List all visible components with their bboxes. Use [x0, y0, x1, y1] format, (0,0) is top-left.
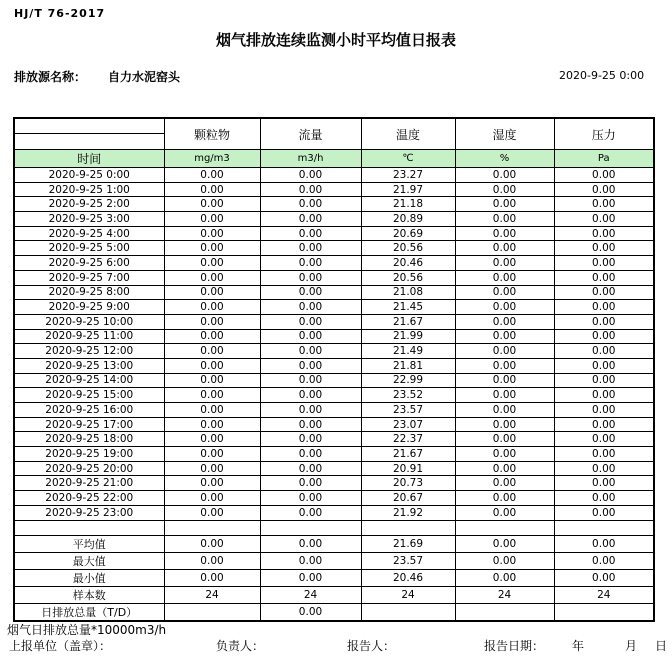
- signature-line: [0, 637, 672, 653]
- value-cell: 0.00: [554, 461, 654, 476]
- value-cell: 0.00: [260, 491, 361, 506]
- time-cell: 2020-9-25 15:00: [14, 388, 164, 403]
- value-cell: 0.00: [455, 344, 554, 359]
- table-row: [14, 552, 654, 569]
- value-cell: 0.00: [260, 505, 361, 520]
- value-cell: 20.69: [361, 226, 455, 241]
- value-cell: 0.00: [260, 552, 361, 569]
- value-cell: 0.00: [554, 552, 654, 569]
- value-cell: 0.00: [455, 212, 554, 227]
- day-label: 日: [655, 639, 668, 653]
- time-cell: 2020-9-25 13:00: [14, 358, 164, 373]
- value-cell: 0.00: [554, 417, 654, 432]
- table-row: [14, 285, 654, 300]
- table-row: [14, 212, 654, 227]
- summary-label-cell: 最大值: [14, 552, 164, 569]
- table-row: [14, 314, 654, 329]
- value-cell: 0.00: [554, 505, 654, 520]
- value-cell: 0.00: [164, 300, 260, 315]
- value-cell: 0.00: [260, 256, 361, 271]
- value-cell: 23.52: [361, 388, 455, 403]
- value-cell: 21.49: [361, 344, 455, 359]
- value-cell: 0.00: [164, 256, 260, 271]
- value-cell: 21.69: [361, 535, 455, 552]
- pollutant-header-row: [14, 118, 654, 150]
- value-cell: 0.00: [164, 226, 260, 241]
- value-cell: 0.00: [260, 603, 361, 621]
- month-label: 月: [625, 639, 638, 653]
- value-cell: 0.00: [554, 569, 654, 586]
- table-row: [14, 388, 654, 403]
- value-cell: 0.00: [260, 447, 361, 462]
- value-cell: 0.00: [455, 285, 554, 300]
- value-cell: 0.00: [554, 182, 654, 197]
- value-cell: 0.00: [260, 226, 361, 241]
- source-line: [14, 68, 180, 85]
- value-cell: 0.00: [455, 535, 554, 552]
- value-cell: 0.00: [164, 285, 260, 300]
- unit-cell-temperature: ℃: [361, 150, 455, 168]
- value-cell: 23.57: [361, 552, 455, 569]
- time-cell: 2020-9-25 12:00: [14, 344, 164, 359]
- value-cell: 0.00: [260, 300, 361, 315]
- value-cell: 24: [455, 586, 554, 603]
- gap-section: [14, 520, 654, 535]
- source-name-label: 排放源名称：: [14, 70, 87, 84]
- value-cell: 0.00: [455, 256, 554, 271]
- value-cell: 20.89: [361, 212, 455, 227]
- value-cell: 0.00: [164, 491, 260, 506]
- time-cell: 2020-9-25 20:00: [14, 461, 164, 476]
- unit-cell-pressure: Pa: [554, 150, 654, 168]
- value-cell: 0.00: [554, 447, 654, 462]
- value-cell: 0.00: [554, 344, 654, 359]
- value-cell: 0.00: [260, 373, 361, 388]
- value-cell: 24: [164, 586, 260, 603]
- value-cell: 0.00: [164, 552, 260, 569]
- value-cell: 23.07: [361, 417, 455, 432]
- value-cell: 0.00: [260, 417, 361, 432]
- value-cell: 0.00: [260, 241, 361, 256]
- value-cell: 0.00: [455, 300, 554, 315]
- value-cell: 0.00: [554, 168, 654, 183]
- time-cell: 2020-9-25 0:00: [14, 168, 164, 183]
- time-cell: 2020-9-25 2:00: [14, 197, 164, 212]
- value-cell: 0.00: [455, 505, 554, 520]
- value-cell: 0.00: [164, 212, 260, 227]
- value-cell: 0.00: [164, 403, 260, 418]
- column-header-pressure: 压力: [554, 118, 654, 150]
- corner-cell-bottom: [15, 134, 164, 149]
- value-cell: 0.00: [455, 552, 554, 569]
- value-cell: 0.00: [260, 461, 361, 476]
- value-cell: 0.00: [554, 285, 654, 300]
- value-cell: 0.00: [554, 300, 654, 315]
- table-row: [14, 461, 654, 476]
- column-header-flow: 流量: [260, 118, 361, 150]
- corner-cell: [14, 118, 164, 150]
- table-row: [14, 241, 654, 256]
- value-cell: 21.99: [361, 329, 455, 344]
- table-row: [14, 603, 654, 621]
- time-cell: 2020-9-25 14:00: [14, 373, 164, 388]
- value-cell: 0.00: [164, 432, 260, 447]
- table-row: [14, 226, 654, 241]
- time-cell: 2020-9-25 17:00: [14, 417, 164, 432]
- value-cell: 0.00: [164, 476, 260, 491]
- value-cell: 0.00: [260, 285, 361, 300]
- time-cell: 2020-9-25 16:00: [14, 403, 164, 418]
- value-cell: 0.00: [455, 432, 554, 447]
- value-cell: 0.00: [554, 358, 654, 373]
- blank-spacer-row: [14, 520, 654, 535]
- time-cell: 2020-9-25 8:00: [14, 285, 164, 300]
- table-row: [14, 403, 654, 418]
- value-cell: 0.00: [455, 476, 554, 491]
- value-cell: 20.73: [361, 476, 455, 491]
- value-cell: 0.00: [260, 182, 361, 197]
- corner-cell-top: [15, 119, 164, 134]
- value-cell: 0.00: [164, 447, 260, 462]
- time-cell: 2020-9-25 18:00: [14, 432, 164, 447]
- hour-rows: [14, 168, 654, 521]
- blank-cell: [164, 520, 260, 535]
- value-cell: 23.27: [361, 168, 455, 183]
- value-cell: 0.00: [164, 182, 260, 197]
- value-cell: 0.00: [554, 329, 654, 344]
- value-cell: 20.56: [361, 241, 455, 256]
- value-cell: 0.00: [455, 417, 554, 432]
- value-cell: 21.67: [361, 314, 455, 329]
- value-cell: 0.00: [260, 329, 361, 344]
- time-cell: 2020-9-25 19:00: [14, 447, 164, 462]
- table-row: [14, 505, 654, 520]
- value-cell: 0.00: [455, 226, 554, 241]
- table-row: [14, 373, 654, 388]
- report-date-label: 报告日期：: [484, 639, 545, 653]
- value-cell: 0.00: [554, 270, 654, 285]
- value-cell: 20.46: [361, 569, 455, 586]
- time-cell: 2020-9-25 4:00: [14, 226, 164, 241]
- value-cell: 0.00: [455, 358, 554, 373]
- value-cell: 0.00: [164, 314, 260, 329]
- value-cell: 0.00: [260, 388, 361, 403]
- time-cell: 2020-9-25 9:00: [14, 300, 164, 315]
- value-cell: 0.00: [260, 403, 361, 418]
- table-row: [14, 447, 654, 462]
- time-cell: 2020-9-25 21:00: [14, 476, 164, 491]
- value-cell: 0.00: [260, 476, 361, 491]
- table-row: [14, 569, 654, 586]
- value-cell: [455, 603, 554, 621]
- value-cell: 0.00: [554, 403, 654, 418]
- value-cell: 0.00: [455, 314, 554, 329]
- blank-cell: [455, 520, 554, 535]
- value-cell: 0.00: [164, 505, 260, 520]
- value-cell: 0.00: [455, 569, 554, 586]
- summary-rows: [14, 535, 654, 621]
- value-cell: 0.00: [455, 388, 554, 403]
- reporting-unit-label: 上报单位（盖章）：: [9, 639, 112, 653]
- table-header: [14, 118, 654, 168]
- value-cell: 23.57: [361, 403, 455, 418]
- value-cell: 20.56: [361, 270, 455, 285]
- time-cell: 2020-9-25 7:00: [14, 270, 164, 285]
- value-cell: [554, 603, 654, 621]
- value-cell: 0.00: [164, 358, 260, 373]
- value-cell: 24: [361, 586, 455, 603]
- report-datetime: 2020-9-25 0:00: [559, 69, 645, 82]
- value-cell: 0.00: [164, 388, 260, 403]
- monitoring-table: [13, 117, 655, 622]
- value-cell: 0.00: [455, 182, 554, 197]
- value-cell: 0.00: [554, 373, 654, 388]
- time-cell: 2020-9-25 23:00: [14, 505, 164, 520]
- value-cell: 0.00: [554, 491, 654, 506]
- value-cell: 0.00: [164, 270, 260, 285]
- value-cell: 21.67: [361, 447, 455, 462]
- value-cell: 22.99: [361, 373, 455, 388]
- value-cell: 0.00: [260, 344, 361, 359]
- value-cell: 0.00: [455, 491, 554, 506]
- value-cell: 21.81: [361, 358, 455, 373]
- unit-cell-flow: m3/h: [260, 150, 361, 168]
- value-cell: 21.97: [361, 182, 455, 197]
- value-cell: 0.00: [164, 569, 260, 586]
- value-cell: 0.00: [554, 241, 654, 256]
- table-row: [14, 197, 654, 212]
- summary-label-cell: 平均值: [14, 535, 164, 552]
- value-cell: 0.00: [260, 212, 361, 227]
- value-cell: 0.00: [554, 197, 654, 212]
- table-row: [14, 182, 654, 197]
- value-cell: 0.00: [164, 373, 260, 388]
- value-cell: 0.00: [164, 535, 260, 552]
- value-cell: 0.00: [164, 461, 260, 476]
- value-cell: 0.00: [554, 226, 654, 241]
- table-row: [14, 256, 654, 271]
- value-cell: 0.00: [260, 168, 361, 183]
- table-row: [14, 432, 654, 447]
- value-cell: 0.00: [455, 270, 554, 285]
- value-cell: [164, 603, 260, 621]
- value-cell: 0.00: [164, 417, 260, 432]
- value-cell: 0.00: [455, 168, 554, 183]
- value-cell: 0.00: [554, 476, 654, 491]
- blank-cell: [554, 520, 654, 535]
- value-cell: 0.00: [554, 432, 654, 447]
- value-cell: 22.37: [361, 432, 455, 447]
- value-cell: 0.00: [554, 212, 654, 227]
- unit-cell-particulate: mg/m3: [164, 150, 260, 168]
- summary-label-cell: 样本数: [14, 586, 164, 603]
- value-cell: 0.00: [455, 461, 554, 476]
- value-cell: 0.00: [455, 403, 554, 418]
- value-cell: 0.00: [554, 314, 654, 329]
- units-header-row: [14, 150, 654, 168]
- column-header-humidity: 湿度: [455, 118, 554, 150]
- value-cell: [361, 603, 455, 621]
- value-cell: 21.08: [361, 285, 455, 300]
- value-cell: 0.00: [455, 197, 554, 212]
- value-cell: 24: [554, 586, 654, 603]
- value-cell: 0.00: [164, 344, 260, 359]
- value-cell: 0.00: [260, 314, 361, 329]
- value-cell: 20.67: [361, 491, 455, 506]
- table-row: [14, 586, 654, 603]
- value-cell: 20.46: [361, 256, 455, 271]
- value-cell: 20.91: [361, 461, 455, 476]
- time-cell: 2020-9-25 6:00: [14, 256, 164, 271]
- table-row: [14, 270, 654, 285]
- value-cell: 0.00: [260, 197, 361, 212]
- value-cell: 21.18: [361, 197, 455, 212]
- value-cell: 0.00: [260, 535, 361, 552]
- value-cell: 0.00: [164, 241, 260, 256]
- total-emission-note: 烟气日排放总量*10000m3/h: [7, 623, 167, 637]
- value-cell: 0.00: [164, 197, 260, 212]
- time-cell: 2020-9-25 1:00: [14, 182, 164, 197]
- table-row: [14, 168, 654, 183]
- table-row: [14, 417, 654, 432]
- summary-label-cell: 最小值: [14, 569, 164, 586]
- value-cell: 0.00: [455, 373, 554, 388]
- value-cell: 0.00: [164, 168, 260, 183]
- time-cell: 2020-9-25 11:00: [14, 329, 164, 344]
- table-row: [14, 491, 654, 506]
- value-cell: 0.00: [554, 535, 654, 552]
- value-cell: 21.92: [361, 505, 455, 520]
- value-cell: 24: [260, 586, 361, 603]
- table-row: [14, 358, 654, 373]
- value-cell: 0.00: [260, 432, 361, 447]
- table-row: [14, 535, 654, 552]
- blank-cell: [14, 520, 164, 535]
- value-cell: 0.00: [260, 569, 361, 586]
- value-cell: 0.00: [554, 388, 654, 403]
- year-label: 年: [572, 639, 585, 653]
- time-cell: 2020-9-25 22:00: [14, 491, 164, 506]
- table-row: [14, 344, 654, 359]
- time-cell: 2020-9-25 10:00: [14, 314, 164, 329]
- column-header-temperature: 温度: [361, 118, 455, 150]
- summary-label-cell: 日排放总量（T/D）: [14, 603, 164, 621]
- standard-number: HJ/T 76-2017: [14, 7, 106, 20]
- blank-cell: [260, 520, 361, 535]
- table-row: [14, 300, 654, 315]
- table-row: [14, 329, 654, 344]
- unit-cell-humidity: %: [455, 150, 554, 168]
- value-cell: 0.00: [260, 270, 361, 285]
- time-header-cell: 时间: [14, 150, 164, 168]
- time-cell: 2020-9-25 5:00: [14, 241, 164, 256]
- column-header-particulate: 颗粒物: [164, 118, 260, 150]
- value-cell: 0.00: [455, 241, 554, 256]
- value-cell: 0.00: [554, 256, 654, 271]
- time-cell: 2020-9-25 3:00: [14, 212, 164, 227]
- value-cell: 0.00: [164, 329, 260, 344]
- source-name-value: 自力水泥窑头: [108, 70, 181, 84]
- page-title: 烟气排放连续监测小时平均值日报表: [215, 31, 456, 49]
- value-cell: 0.00: [455, 447, 554, 462]
- table-row: [14, 476, 654, 491]
- reporter-label: 报告人：: [347, 639, 396, 653]
- value-cell: 0.00: [260, 358, 361, 373]
- blank-cell: [361, 520, 455, 535]
- value-cell: 0.00: [455, 329, 554, 344]
- value-cell: 21.45: [361, 300, 455, 315]
- manager-label: 负责人：: [216, 639, 265, 653]
